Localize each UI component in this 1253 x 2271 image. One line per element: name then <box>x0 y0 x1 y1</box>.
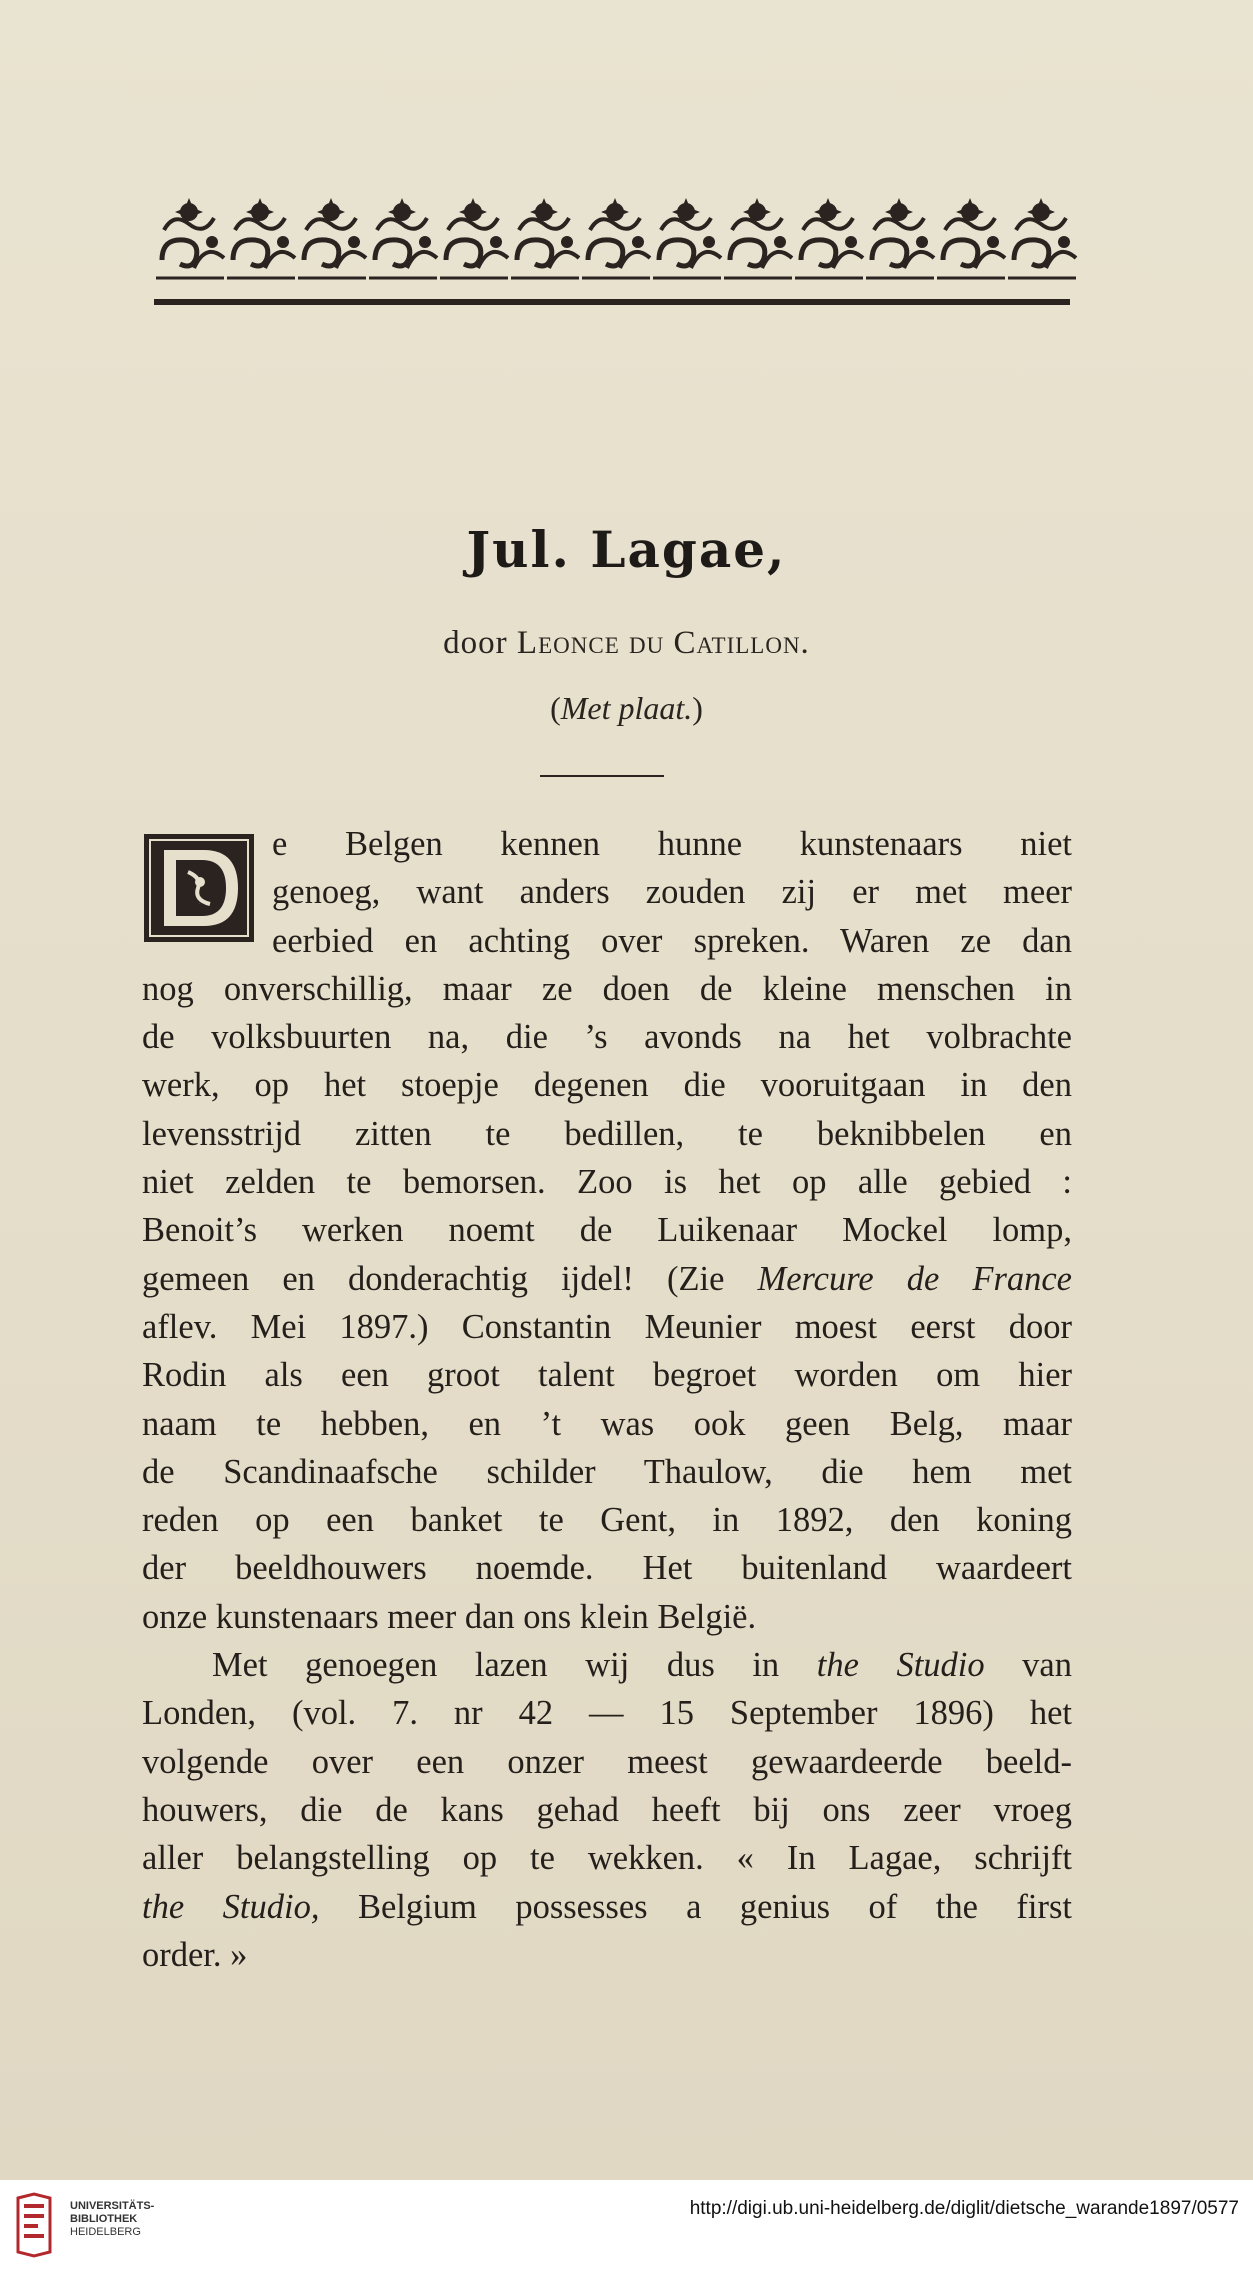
article-body <box>142 820 1072 1979</box>
body-text: Met genoegen lazen wij dus in <box>212 1646 817 1685</box>
body-line: Londen, (vol. 7. nr 42 — 15 September 1896) het <box>142 1694 1072 1733</box>
body-text: gemeen en donderachtig ijdel! (Zie <box>142 1259 758 1298</box>
floral-ornament-band <box>154 190 1078 290</box>
italic-title: the Studio, <box>142 1887 320 1926</box>
body-line <box>142 1641 1072 1689</box>
library-line: HEIDELBERG <box>70 2226 141 2238</box>
body-line: onze kunstenaars meer dan ons klein België. <box>142 1597 757 1636</box>
body-line: de Scandinaafsche schilder Thaulow, die hem met <box>142 1452 1072 1491</box>
article-title: Jul. Lagae, <box>466 520 787 579</box>
body-line: naam te hebben, en ’t was ook geen Belg, maar <box>142 1404 1072 1443</box>
body-text: Belgium possesses a genius of the first <box>319 1887 1072 1926</box>
body-line: houwers, die de kans gehad heeft bij ons zeer vroeg <box>142 1790 1072 1829</box>
body-line: order. » <box>142 1935 248 1974</box>
byline <box>0 625 1253 662</box>
library-line: BIBLIOTHEK <box>70 2213 138 2225</box>
body-line: volgende over een onzer meest gewaardeerde beeld- <box>142 1742 1072 1781</box>
plate-note-open: ( <box>550 690 561 726</box>
body-line: eerbied en achting over spreken. Waren ze dan <box>272 921 1072 960</box>
library-name[interactable] <box>70 2200 154 2239</box>
body-line: reden op een banket te Gent, in 1892, den koning <box>142 1501 1072 1540</box>
plate-note <box>0 690 1253 727</box>
body-line <box>142 1255 1072 1303</box>
body-line: Benoit’s werken noemt de Luikenaar Mockel lomp, <box>142 1211 1072 1250</box>
ub-heidelberg-logo-icon[interactable] <box>14 2192 54 2258</box>
body-line: levensstrijd zitten te bedillen, te beknibbelen en <box>142 1114 1072 1153</box>
body-line: niet zelden te bemorsen. Zoo is het op alle gebied : <box>142 1163 1072 1202</box>
body-line: aflev. Mei 1897.) Constantin Meunier moest eerst door <box>142 1307 1072 1346</box>
byline-author: Leonce du Catillon. <box>516 625 810 661</box>
plate-note-text: Met plaat. <box>560 690 693 726</box>
italic-title: the Studio <box>816 1646 985 1685</box>
body-line: werk, op het stoepje degenen die vooruitgaan in den <box>142 1066 1072 1105</box>
body-line <box>142 1883 1072 1931</box>
viewer-footer <box>0 2180 1253 2271</box>
body-line: e Belgen kennen hunne kunstenaars niet <box>272 825 1072 863</box>
library-line: UNIVERSITÄTS- <box>70 2200 155 2212</box>
body-line: Rodin als een groot talent begroet worden om hier <box>142 1356 1072 1395</box>
title-divider <box>540 775 664 777</box>
body-line: der beeldhouwers noemde. Het buitenland waardeert <box>142 1549 1072 1588</box>
body-line: aller belangstelling op te wekken. « In Lagae, schrijft <box>142 1839 1072 1878</box>
permalink-url[interactable]: http://digi.ub.uni-heidelberg.de/diglit/dietsche_warande1897/0577 <box>689 2198 1239 2219</box>
dropcap-letter: D <box>199 904 200 905</box>
body-line: genoeg, want anders zouden zij er met meer <box>272 873 1072 912</box>
byline-prefix: door <box>443 625 517 661</box>
plate-note-close: ) <box>692 690 703 726</box>
body-text: van <box>984 1646 1072 1685</box>
body-line: nog onverschillig, maar ze doen de kleine menschen in <box>142 969 1072 1008</box>
body-line: de volksbuurten na, die ’s avonds na het volbrachte <box>142 1018 1072 1057</box>
ornament-rule <box>154 299 1070 305</box>
italic-title: Mercure de France <box>757 1259 1072 1298</box>
